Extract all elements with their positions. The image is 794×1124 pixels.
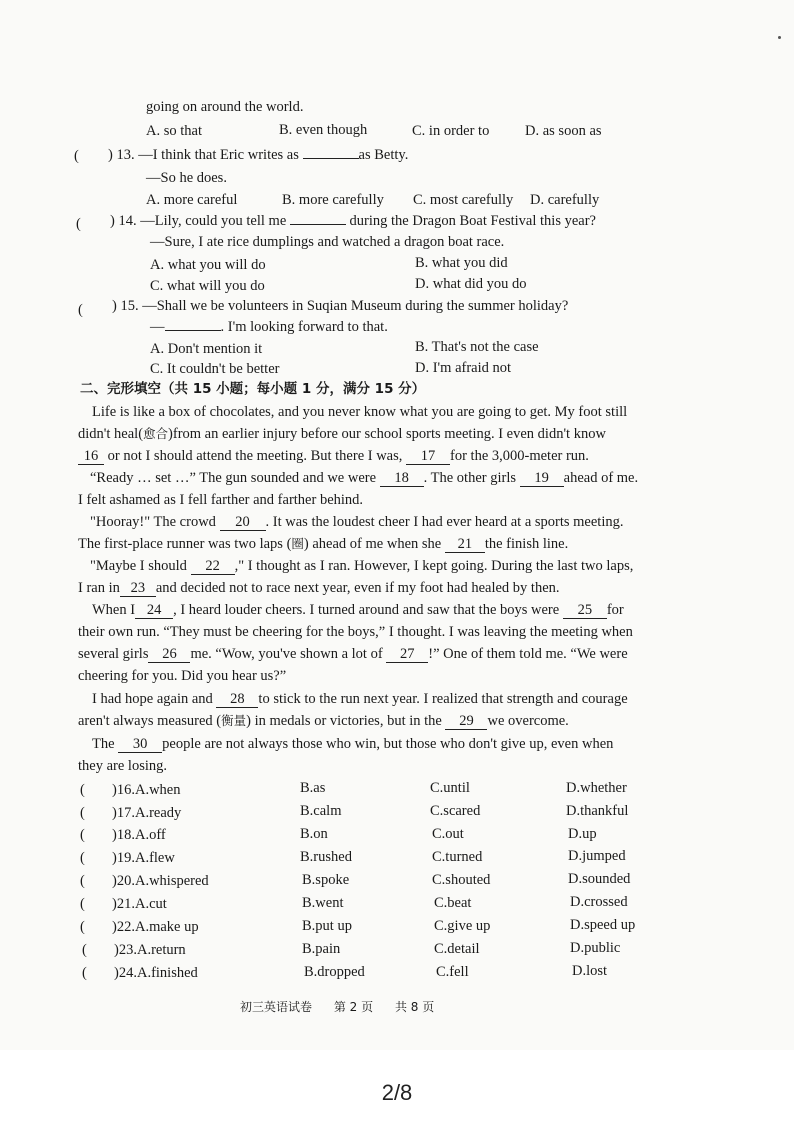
q14-reply: —Sure, I ate rice dumplings and watched a dragon boat race. (150, 234, 505, 250)
cloze-22-d: D.speed up (570, 917, 636, 933)
cloze-19-b: B.rushed (300, 849, 352, 865)
cloze-16-paren[interactable]: ( (80, 782, 85, 798)
cloze-21-b: B.went (302, 895, 344, 911)
q14-option-d: D. what did you do (415, 276, 527, 292)
passage-line-1: Life is like a box of chocolates, and you never know what you are going to get. My foot still (92, 404, 628, 420)
cloze-18-d: D.up (568, 826, 597, 842)
q15-reply: — . I'm looking forward to that. (150, 319, 388, 335)
cloze-24-d: D.lost (572, 963, 608, 979)
cloze-23-b: B.pain (302, 941, 341, 957)
paper-page: 第 2 页 (333, 1000, 374, 1014)
passage-line-15: aren't always measured (衡量) in medals or victories, but in the 29 we overcome. (78, 713, 569, 729)
q15-answer-paren[interactable]: ( (78, 302, 83, 318)
blank-16: 16 (78, 449, 104, 465)
cloze-24-b: B.dropped (304, 964, 365, 980)
passage-line-17: they are losing. (78, 758, 167, 774)
cloze-16-d: D.whether (566, 780, 627, 796)
blank-24: 24 (135, 603, 173, 619)
cloze-24-a: )24.A.finished (114, 965, 198, 981)
cloze-17-c: C.scared (430, 803, 481, 819)
q15-stem: ) 15. —Shall we be volunteers in Suqian Museum during the summer holiday? (112, 298, 569, 314)
cloze-20-b: B.spoke (302, 872, 350, 888)
q13-reply: —So he does. (146, 170, 227, 186)
q15-option-c: C. It couldn't be better (150, 361, 280, 377)
blank-30: 30 (118, 737, 162, 753)
blank-25: 25 (563, 603, 607, 619)
cloze-17-a: )17.A.ready (112, 805, 182, 821)
q15-blank (165, 318, 221, 331)
cloze-19-d: D.jumped (568, 848, 626, 864)
passage-line-13: cheering for you. Did you hear us?” (78, 668, 287, 684)
blank-17: 17 (406, 449, 450, 465)
cloze-20-c: C.shouted (432, 872, 491, 888)
cloze-18-paren[interactable]: ( (80, 827, 85, 843)
q14-answer-paren[interactable]: ( (76, 216, 81, 232)
q12-option-c: C. in order to (412, 123, 490, 139)
blank-22: 22 (191, 559, 235, 575)
q13-stem: ) 13. —I think that Eric writes as as Betty. (108, 147, 409, 163)
passage-line-5: I felt ashamed as I fell farther and farther behind. (78, 492, 364, 508)
cloze-22-paren[interactable]: ( (80, 919, 85, 935)
cloze-23-paren[interactable]: ( (82, 942, 87, 958)
passage-line-11: their own run. “They must be cheering for the boys,” I thought. I was leaving the meeting when (78, 624, 633, 640)
paper-footer (240, 998, 452, 1015)
blank-20: 20 (220, 515, 266, 531)
scan-speck (778, 36, 781, 39)
cloze-19-paren[interactable]: ( (80, 850, 85, 866)
blank-19: 19 (520, 471, 564, 487)
passage-line-3: 16 or not I should attend the meeting. But there I was, 17 for the 3,000-meter run. (78, 447, 589, 465)
passage-line-9: I ran in 23 and decided not to race next year, even if my foot had healed by then. (78, 580, 560, 596)
passage-line-12: several girls 26 me. “Wow, you've shown a lot of 27 !” One of them told me. “We were (78, 646, 628, 662)
q14-stem: ) 14. —Lily, could you tell me during the Dragon Boat Festival this year? (110, 213, 596, 229)
q14-blank (290, 212, 346, 225)
q15-option-a: A. Don't mention it (150, 341, 263, 357)
q13-answer-paren[interactable]: ( (74, 148, 79, 164)
q14-option-a: A. what you will do (150, 257, 266, 273)
passage-line-6: "Hooray!" The crowd 20 . It was the loudest cheer I had ever heard at a sports meeting. (90, 514, 624, 530)
cloze-16-c: C.until (430, 780, 470, 796)
cloze-23-c: C.detail (434, 941, 480, 957)
q14-option-b: B. what you did (415, 255, 508, 271)
blank-28: 28 (216, 692, 258, 708)
cloze-21-a: )21.A.cut (112, 896, 167, 912)
cloze-18-c: C.out (432, 826, 464, 842)
cloze-18-b: B.on (300, 826, 328, 842)
blank-27: 27 (386, 647, 428, 663)
q13-blank (303, 146, 359, 159)
q13-option-b: B. more carefully (282, 192, 384, 208)
cloze-22-a: )22.A.make up (112, 919, 199, 935)
paper-name: 初三英语试卷 (240, 1000, 313, 1014)
cloze-23-d: D.public (570, 940, 621, 956)
blank-26: 26 (148, 647, 190, 663)
blank-23: 23 (120, 581, 156, 597)
cloze-22-c: C.give up (434, 918, 491, 934)
cloze-24-paren[interactable]: ( (82, 965, 87, 981)
q12-option-d: D. as soon as (525, 123, 602, 139)
cloze-21-c: C.beat (434, 895, 472, 911)
q15-option-b: B. That's not the case (415, 339, 539, 355)
cloze-17-paren[interactable]: ( (80, 805, 85, 821)
cloze-21-paren[interactable]: ( (80, 896, 85, 912)
q12-option-a: A. so that (146, 123, 202, 139)
passage-line-8: "Maybe I should 22 ," I thought as I ran. However, I kept going. During the last two laps, (90, 558, 634, 574)
q12-option-b: B. even though (279, 122, 368, 138)
cloze-20-d: D.sounded (568, 871, 631, 887)
cloze-18-a: )18.A.off (112, 827, 166, 843)
cloze-21-d: D.crossed (570, 894, 628, 910)
cloze-20-paren[interactable]: ( (80, 873, 85, 889)
cloze-23-a: )23.A.return (114, 942, 186, 958)
passage-line-4: “Ready … set …” The gun sounded and we were 18 . The other girls 19 ahead of me. (90, 470, 639, 486)
blank-29: 29 (445, 714, 487, 730)
q15-option-d: D. I'm afraid not (415, 360, 512, 376)
section-2-heading: 二、完形填空（共 15 小题；每小题 1 分，满分 15 分） (80, 381, 426, 397)
q13-option-d: D. carefully (530, 192, 600, 208)
cloze-16-a: )16.A.when (112, 782, 181, 798)
paper-total-pages: 共 8 页 (394, 1000, 435, 1014)
passage-line-14: I had hope again and 28 to stick to the run next year. I realized that strength and courage (92, 691, 628, 707)
q12-stem-tail: going on around the world. (146, 99, 304, 115)
cloze-19-c: C.turned (432, 849, 483, 865)
blank-18: 18 (380, 471, 424, 487)
cloze-17-d: D.thankful (566, 803, 629, 819)
cloze-20-a: )20.A.whispered (112, 873, 209, 889)
page-indicator: 2/8 (381, 1080, 413, 1105)
cloze-19-a: )19.A.flew (112, 850, 175, 866)
q14-option-c: C. what will you do (150, 278, 265, 294)
blank-21: 21 (445, 537, 485, 553)
passage-line-10: When I 24 , I heard louder cheers. I turned around and saw that the boys were 25 for (92, 602, 624, 618)
cloze-16-b: B.as (300, 780, 326, 796)
passage-line-16: The 30 people are not always those who win, but those who don't give up, even when (92, 736, 614, 752)
passage-line-7: The first-place runner was two laps (圈) ahead of me when she 21 the finish line. (78, 536, 569, 552)
cloze-24-c: C.fell (436, 964, 469, 980)
passage-line-2: didn't heal(愈合)from an earlier injury before our school sports meeting. I even didn't know (78, 426, 606, 442)
cloze-17-b: B.calm (300, 803, 342, 819)
cloze-22-b: B.put up (302, 918, 352, 934)
q13-option-a: A. more careful (146, 192, 238, 208)
q13-option-c: C. most carefully (413, 192, 514, 208)
